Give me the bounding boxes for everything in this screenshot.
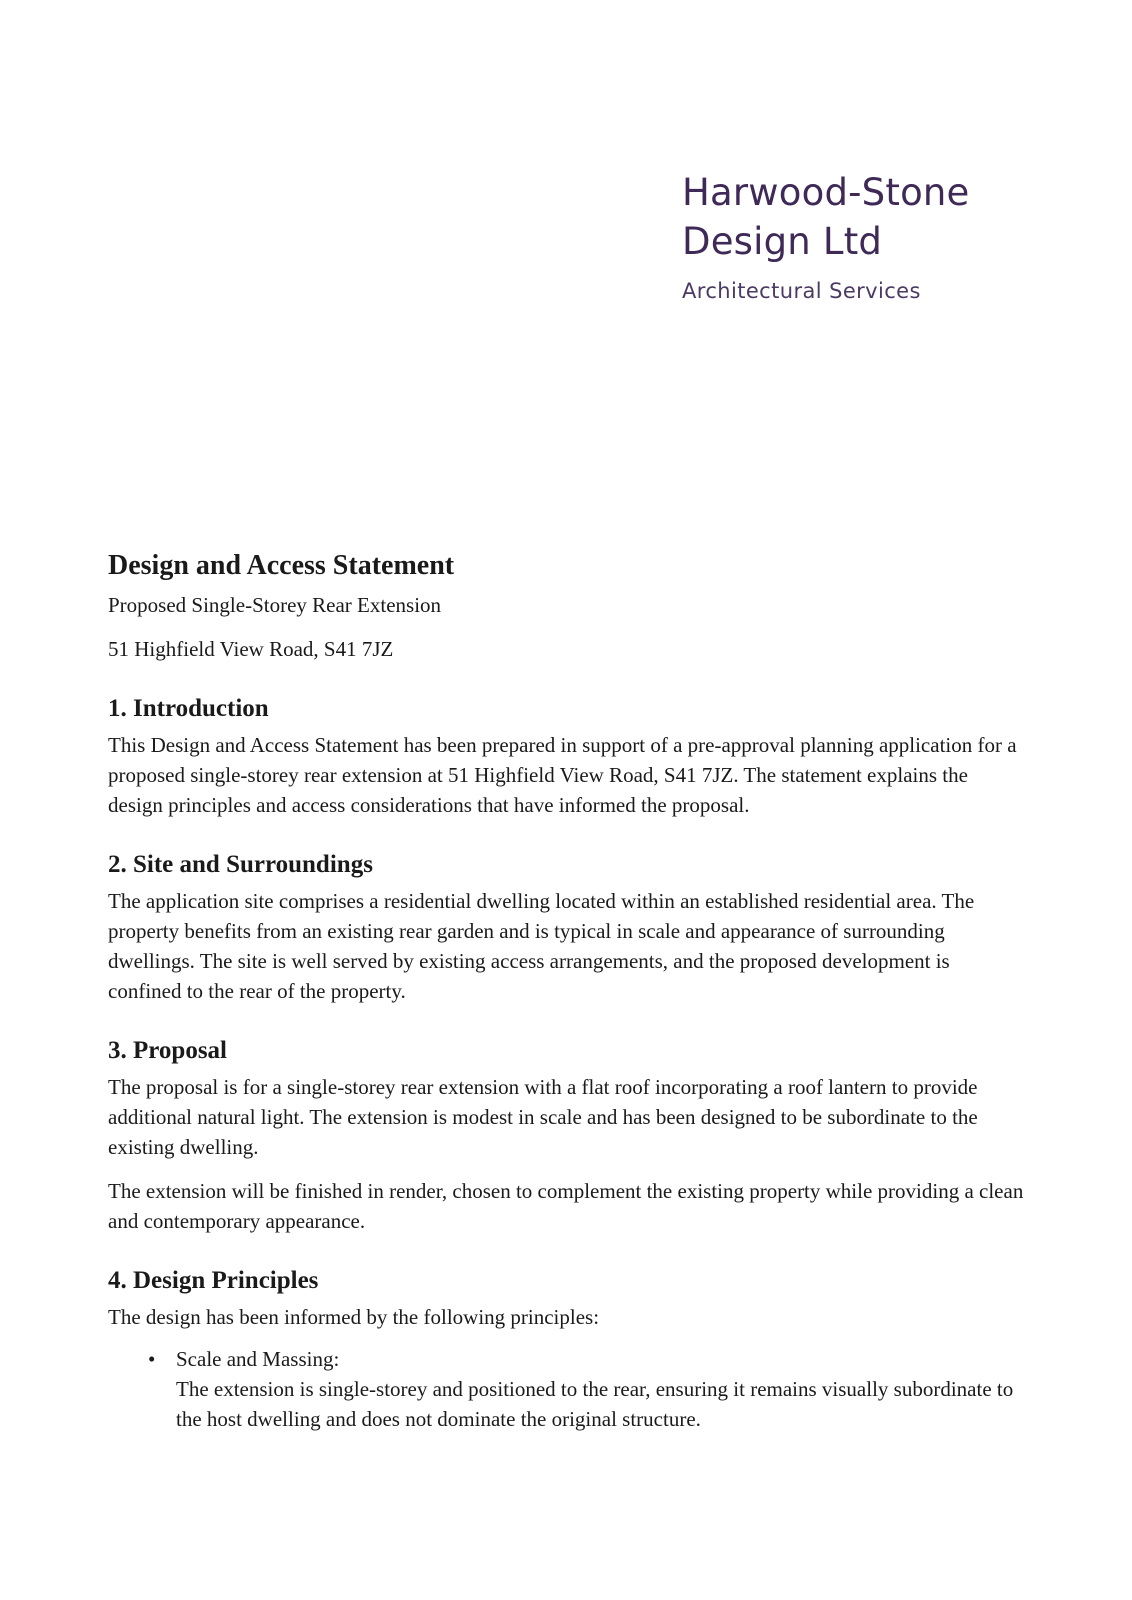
- section-heading: 1. Introduction: [108, 695, 269, 722]
- section-paragraph: The extension will be finished in render, chosen to complement the existing property while providing a clean and contemporary appearance.: [108, 1179, 1024, 1233]
- section-paragraph: The design has been informed by the following principles:: [108, 1305, 600, 1329]
- section-proposal: [108, 1034, 1028, 1236]
- logo-name-line-2: Design Ltd: [682, 220, 883, 263]
- section-paragraph: The application site comprises a residential dwelling located within an established residential area. The property benefits from an existing rear garden and is typical in scale and appearance of surrounding dwellings. The site is well served by existing access arrangements, and the proposed development is confined to the rear of the property.: [108, 889, 975, 1003]
- principle-text: The extension is single-storey and positioned to the rear, ensuring it remains visually subordinate to the host dwelling and does not dominate the original structure.: [176, 1377, 1014, 1431]
- document-subtitle-project: Proposed Single-Storey Rear Extension: [108, 593, 442, 617]
- section-design-principles: [108, 1264, 1028, 1434]
- section-heading: 4. Design Principles: [108, 1267, 319, 1294]
- section-heading: 2. Site and Surroundings: [108, 851, 373, 878]
- principle-title: Scale and Massing:: [176, 1347, 340, 1371]
- list-item: [148, 1344, 1028, 1434]
- document-body: [108, 546, 1028, 1434]
- document-subtitle-address: 51 Highfield View Road, S41 7JZ: [108, 637, 394, 661]
- section-paragraph: This Design and Access Statement has been prepared in support of a pre-approval planning application for a proposed single-storey rear extension at 51 Highfield View Road, S41 7JZ. The statement explains the design principles and access considerations that have informed the proposal.: [108, 733, 1017, 817]
- principles-list: [108, 1344, 1028, 1434]
- section-paragraph: The proposal is for a single-storey rear extension with a flat roof incorporating a roof lantern to provide additional natural light. The extension is modest in scale and has been designed to be subordinate to the existing dwelling.: [108, 1075, 978, 1159]
- section-introduction: [108, 692, 1028, 820]
- logo-name-line-1: Harwood-Stone: [682, 171, 970, 214]
- company-logo: [682, 168, 970, 304]
- bullet-icon: •: [148, 1347, 156, 1371]
- logo-tagline: Architectural Services: [682, 279, 921, 303]
- document-title: Design and Access Statement: [108, 550, 455, 581]
- section-heading: 3. Proposal: [108, 1037, 227, 1064]
- section-site-and-surroundings: [108, 848, 1028, 1006]
